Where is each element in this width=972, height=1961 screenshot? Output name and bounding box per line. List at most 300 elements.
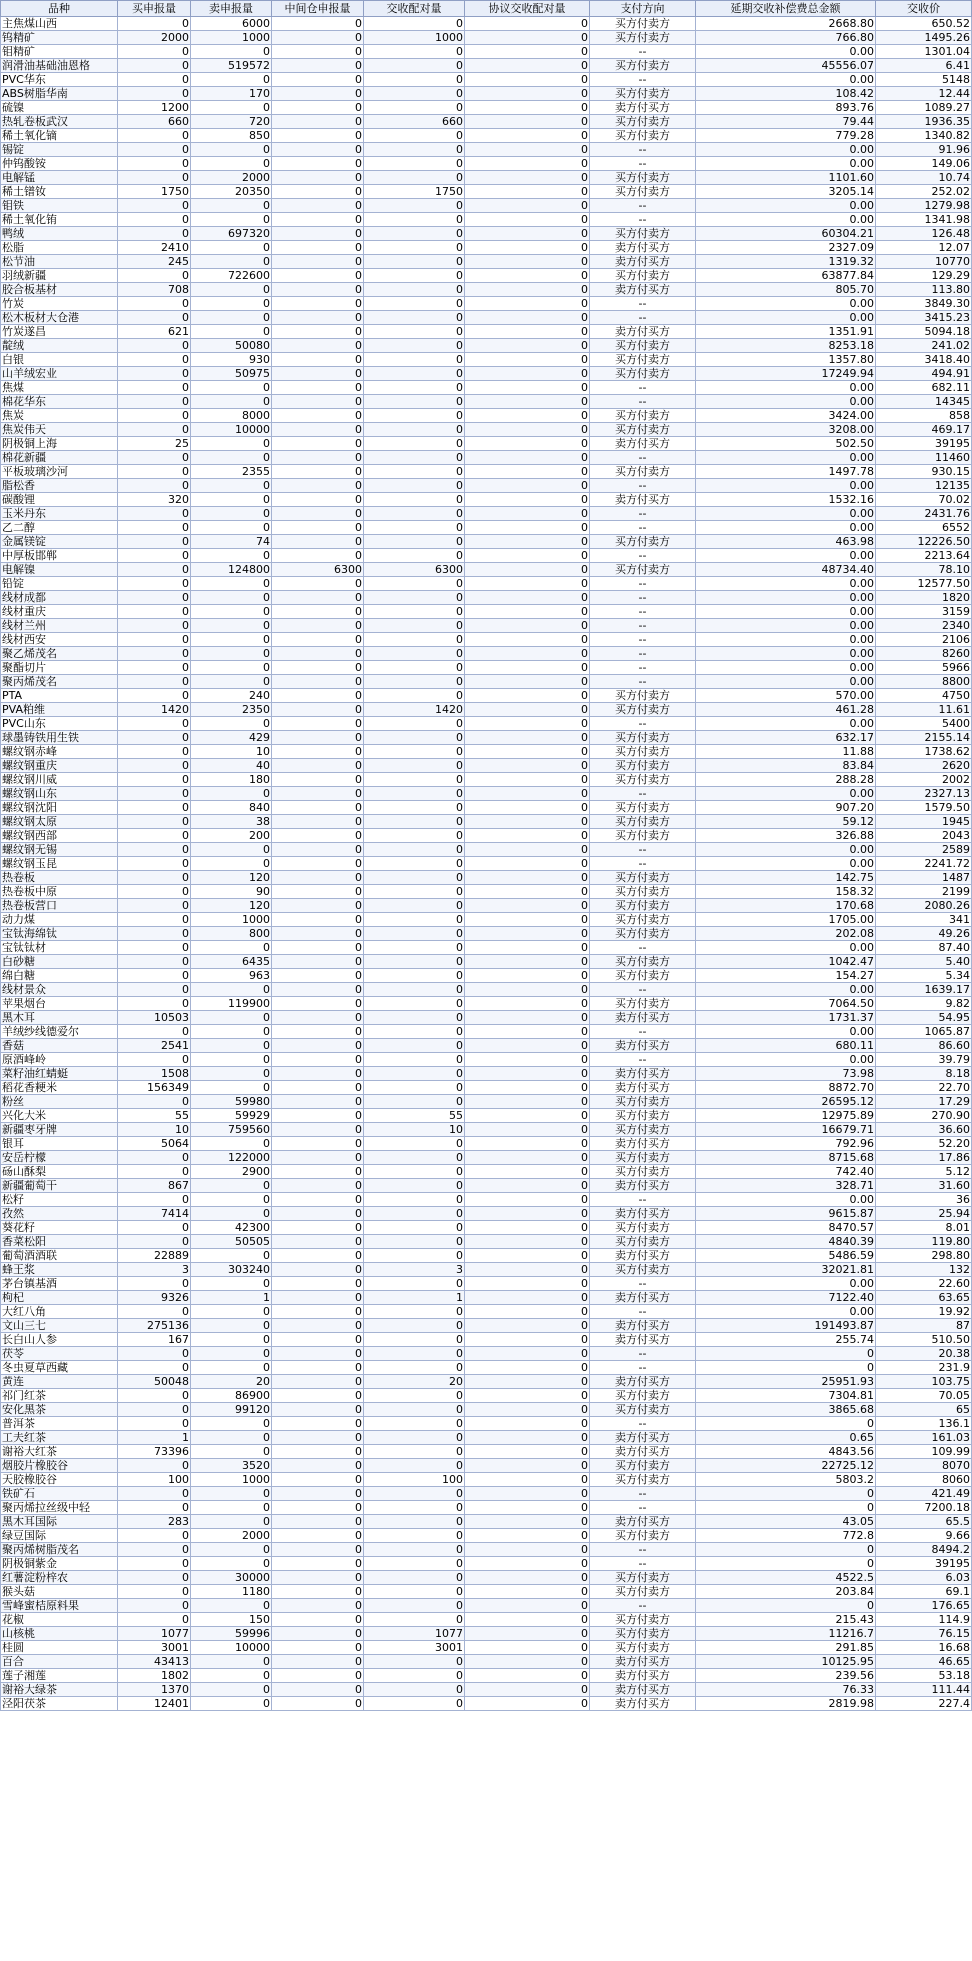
sell-declared-cell: 0: [191, 1277, 272, 1291]
intermediate-declared-cell: 0: [272, 269, 364, 283]
intermediate-declared-cell: 0: [272, 283, 364, 297]
agreement-matched-cell: 0: [465, 325, 590, 339]
payment-direction-cell: --: [590, 45, 696, 59]
buy-declared-cell: 0: [118, 1305, 191, 1319]
delivery-price-cell: 103.75: [876, 1375, 972, 1389]
compensation-total-cell: 191493.87: [696, 1319, 876, 1333]
intermediate-declared-cell: 0: [272, 353, 364, 367]
table-row: [1, 913, 972, 927]
sell-declared-cell: 0: [191, 73, 272, 87]
delivery-matched-cell: 0: [364, 717, 465, 731]
buy-declared-cell: 156349: [118, 1081, 191, 1095]
delivery-matched-cell: 0: [364, 283, 465, 297]
agreement-matched-cell: 0: [465, 745, 590, 759]
payment-direction-cell: --: [590, 717, 696, 731]
commodity-cell: 螺纹钢川威: [1, 773, 118, 787]
delivery-matched-cell: 0: [364, 689, 465, 703]
delivery-price-cell: 510.50: [876, 1333, 972, 1347]
delivery-matched-cell: 10: [364, 1123, 465, 1137]
agreement-matched-cell: 0: [465, 1039, 590, 1053]
agreement-matched-cell: 0: [465, 843, 590, 857]
buy-declared-cell: 0: [118, 465, 191, 479]
payment-direction-cell: 买方付卖方: [590, 885, 696, 899]
table-row: [1, 297, 972, 311]
agreement-matched-cell: 0: [465, 87, 590, 101]
delivery-matched-cell: 0: [364, 1347, 465, 1361]
agreement-matched-cell: 0: [465, 283, 590, 297]
compensation-total-cell: 805.70: [696, 283, 876, 297]
intermediate-declared-cell: 0: [272, 619, 364, 633]
commodity-cell: 铁矿石: [1, 1487, 118, 1501]
buy-declared-cell: 0: [118, 843, 191, 857]
table-row: [1, 1459, 972, 1473]
delivery-matched-cell: 0: [364, 171, 465, 185]
intermediate-declared-cell: 0: [272, 717, 364, 731]
compensation-total-cell: 0.00: [696, 1053, 876, 1067]
delivery-matched-cell: 0: [364, 1571, 465, 1585]
intermediate-declared-cell: 0: [272, 171, 364, 185]
delivery-matched-cell: 0: [364, 241, 465, 255]
table-row: [1, 507, 972, 521]
delivery-matched-cell: 0: [364, 45, 465, 59]
intermediate-declared-cell: 0: [272, 241, 364, 255]
delivery-price-cell: 8.01: [876, 1221, 972, 1235]
delivery-matched-cell: 0: [364, 549, 465, 563]
buy-declared-cell: 0: [118, 1459, 191, 1473]
delivery-price-cell: 176.65: [876, 1599, 972, 1613]
buy-declared-cell: 55: [118, 1109, 191, 1123]
table-row: [1, 689, 972, 703]
delivery-matched-cell: 0: [364, 969, 465, 983]
compensation-total-cell: 25951.93: [696, 1375, 876, 1389]
payment-direction-cell: 买方付卖方: [590, 913, 696, 927]
table-row: [1, 773, 972, 787]
delivery-price-cell: 22.70: [876, 1081, 972, 1095]
delivery-matched-cell: 0: [364, 955, 465, 969]
table-row: [1, 87, 972, 101]
payment-direction-cell: 卖方付买方: [590, 1067, 696, 1081]
delivery-price-cell: 341: [876, 913, 972, 927]
compensation-total-cell: 0.00: [696, 661, 876, 675]
commodity-cell: 猴头菇: [1, 1585, 118, 1599]
payment-direction-cell: 买方付卖方: [590, 339, 696, 353]
commodity-cell: 聚乙烯茂名: [1, 647, 118, 661]
buy-declared-cell: 0: [118, 745, 191, 759]
delivery-matched-cell: 0: [364, 101, 465, 115]
buy-declared-cell: 0: [118, 1529, 191, 1543]
payment-direction-cell: 卖方付买方: [590, 1249, 696, 1263]
buy-declared-cell: 275136: [118, 1319, 191, 1333]
compensation-total-cell: 288.28: [696, 773, 876, 787]
compensation-total-cell: 0: [696, 1501, 876, 1515]
compensation-total-cell: 632.17: [696, 731, 876, 745]
sell-declared-cell: 0: [191, 1417, 272, 1431]
table-row: [1, 31, 972, 45]
compensation-total-cell: 10125.95: [696, 1655, 876, 1669]
commodity-cell: 聚丙烯树脂茂名: [1, 1543, 118, 1557]
agreement-matched-cell: 0: [465, 1445, 590, 1459]
payment-direction-cell: 买方付卖方: [590, 1109, 696, 1123]
delivery-price-cell: 930.15: [876, 465, 972, 479]
sell-declared-cell: 0: [191, 675, 272, 689]
table-row: [1, 1319, 972, 1333]
table-row: [1, 703, 972, 717]
delivery-price-cell: 1065.87: [876, 1025, 972, 1039]
delivery-price-cell: 6.03: [876, 1571, 972, 1585]
payment-direction-cell: --: [590, 1347, 696, 1361]
payment-direction-cell: 买方付卖方: [590, 969, 696, 983]
delivery-matched-cell: 0: [364, 983, 465, 997]
agreement-matched-cell: 0: [465, 1095, 590, 1109]
intermediate-declared-cell: 0: [272, 801, 364, 815]
agreement-matched-cell: 0: [465, 479, 590, 493]
agreement-matched-cell: 0: [465, 521, 590, 535]
agreement-matched-cell: 0: [465, 437, 590, 451]
delivery-price-cell: 2106: [876, 633, 972, 647]
delivery-matched-cell: 0: [364, 1277, 465, 1291]
delivery-price-cell: 5148: [876, 73, 972, 87]
buy-declared-cell: 0: [118, 1417, 191, 1431]
payment-direction-cell: 买方付卖方: [590, 955, 696, 969]
commodity-cell: 天胶橡胶谷: [1, 1473, 118, 1487]
sell-declared-cell: 124800: [191, 563, 272, 577]
commodity-cell: 热卷板营口: [1, 899, 118, 913]
table-row: [1, 423, 972, 437]
delivery-price-cell: 91.96: [876, 143, 972, 157]
sell-declared-cell: 0: [191, 1305, 272, 1319]
delivery-matched-cell: 0: [364, 857, 465, 871]
buy-declared-cell: 0: [118, 983, 191, 997]
delivery-matched-cell: 3001: [364, 1641, 465, 1655]
compensation-total-cell: 3208.00: [696, 423, 876, 437]
table-row: [1, 1137, 972, 1151]
agreement-matched-cell: 0: [465, 1459, 590, 1473]
delivery-price-cell: 8800: [876, 675, 972, 689]
compensation-total-cell: 0.00: [696, 1277, 876, 1291]
buy-declared-cell: 0: [118, 129, 191, 143]
sell-declared-cell: 0: [191, 1137, 272, 1151]
delivery-price-cell: 1487: [876, 871, 972, 885]
agreement-matched-cell: 0: [465, 675, 590, 689]
commodity-cell: 羊绒纱线德爱尔: [1, 1025, 118, 1039]
delivery-matched-cell: 100: [364, 1473, 465, 1487]
intermediate-declared-cell: 0: [272, 535, 364, 549]
delivery-price-cell: 5094.18: [876, 325, 972, 339]
delivery-price-cell: 86.60: [876, 1039, 972, 1053]
compensation-total-cell: 26595.12: [696, 1095, 876, 1109]
buy-declared-cell: 0: [118, 423, 191, 437]
delivery-price-cell: 469.17: [876, 423, 972, 437]
buy-declared-cell: 0: [118, 17, 191, 31]
delivery-matched-cell: 0: [364, 507, 465, 521]
agreement-matched-cell: 0: [465, 1151, 590, 1165]
delivery-price-cell: 46.65: [876, 1655, 972, 1669]
buy-declared-cell: 867: [118, 1179, 191, 1193]
buy-declared-cell: 0: [118, 479, 191, 493]
delivery-matched-cell: 0: [364, 927, 465, 941]
compensation-total-cell: 22725.12: [696, 1459, 876, 1473]
agreement-matched-cell: 0: [465, 619, 590, 633]
delivery-price-cell: 5.40: [876, 955, 972, 969]
header-buy-declared: 买申报量: [118, 1, 191, 17]
delivery-price-cell: 114.9: [876, 1613, 972, 1627]
commodity-cell: 热卷板: [1, 871, 118, 885]
buy-declared-cell: 10: [118, 1123, 191, 1137]
intermediate-declared-cell: 0: [272, 1207, 364, 1221]
payment-direction-cell: 买方付卖方: [590, 815, 696, 829]
buy-declared-cell: 1370: [118, 1683, 191, 1697]
table-row: [1, 171, 972, 185]
payment-direction-cell: --: [590, 633, 696, 647]
delivery-price-cell: 2620: [876, 759, 972, 773]
intermediate-declared-cell: 0: [272, 1613, 364, 1627]
table-row: [1, 1151, 972, 1165]
delivery-matched-cell: 0: [364, 1305, 465, 1319]
delivery-matched-cell: 0: [364, 269, 465, 283]
sell-declared-cell: 0: [191, 213, 272, 227]
intermediate-declared-cell: 0: [272, 45, 364, 59]
commodity-cell: 安岳柠檬: [1, 1151, 118, 1165]
intermediate-declared-cell: 0: [272, 1011, 364, 1025]
sell-declared-cell: 150: [191, 1613, 272, 1627]
delivery-price-cell: 8494.2: [876, 1543, 972, 1557]
compensation-total-cell: 0.00: [696, 1305, 876, 1319]
commodity-cell: 松节油: [1, 255, 118, 269]
payment-direction-cell: 卖方付买方: [590, 241, 696, 255]
agreement-matched-cell: 0: [465, 1207, 590, 1221]
payment-direction-cell: 卖方付买方: [590, 1669, 696, 1683]
commodity-cell: 锡锭: [1, 143, 118, 157]
buy-declared-cell: 0: [118, 199, 191, 213]
delivery-matched-cell: 0: [364, 1599, 465, 1613]
table-row: [1, 1095, 972, 1109]
intermediate-declared-cell: 0: [272, 437, 364, 451]
delivery-price-cell: 1936.35: [876, 115, 972, 129]
payment-direction-cell: --: [590, 787, 696, 801]
sell-declared-cell: 0: [191, 591, 272, 605]
delivery-matched-cell: 1420: [364, 703, 465, 717]
delivery-price-cell: 8070: [876, 1459, 972, 1473]
commodity-cell: 茯苓: [1, 1347, 118, 1361]
compensation-total-cell: 0.00: [696, 1193, 876, 1207]
payment-direction-cell: 卖方付买方: [590, 1011, 696, 1025]
agreement-matched-cell: 0: [465, 1431, 590, 1445]
table-row: [1, 1263, 972, 1277]
compensation-total-cell: 1357.80: [696, 353, 876, 367]
commodity-cell: 羽绒新疆: [1, 269, 118, 283]
delivery-price-cell: 17.29: [876, 1095, 972, 1109]
delivery-price-cell: 129.29: [876, 269, 972, 283]
table-row: [1, 157, 972, 171]
buy-declared-cell: 0: [118, 227, 191, 241]
buy-declared-cell: 0: [118, 1347, 191, 1361]
table-row: [1, 17, 972, 31]
intermediate-declared-cell: 0: [272, 31, 364, 45]
payment-direction-cell: --: [590, 1305, 696, 1319]
buy-declared-cell: 0: [118, 731, 191, 745]
buy-declared-cell: 1750: [118, 185, 191, 199]
payment-direction-cell: --: [590, 577, 696, 591]
payment-direction-cell: 买方付卖方: [590, 423, 696, 437]
intermediate-declared-cell: 0: [272, 1249, 364, 1263]
agreement-matched-cell: 0: [465, 451, 590, 465]
delivery-price-cell: 3849.30: [876, 297, 972, 311]
table-row: [1, 731, 972, 745]
sell-declared-cell: 30000: [191, 1571, 272, 1585]
buy-declared-cell: 0: [118, 353, 191, 367]
agreement-matched-cell: 0: [465, 1319, 590, 1333]
agreement-matched-cell: 0: [465, 1529, 590, 1543]
table-row: [1, 815, 972, 829]
sell-declared-cell: 0: [191, 1193, 272, 1207]
commodity-cell: 新疆枣牙牌: [1, 1123, 118, 1137]
agreement-matched-cell: 0: [465, 1613, 590, 1627]
compensation-total-cell: 0: [696, 1543, 876, 1557]
agreement-matched-cell: 0: [465, 1249, 590, 1263]
delivery-matched-cell: 0: [364, 143, 465, 157]
agreement-matched-cell: 0: [465, 101, 590, 115]
payment-direction-cell: 卖方付买方: [590, 1137, 696, 1151]
delivery-matched-cell: 0: [364, 87, 465, 101]
payment-direction-cell: 卖方付买方: [590, 1431, 696, 1445]
compensation-total-cell: 63877.84: [696, 269, 876, 283]
intermediate-declared-cell: 0: [272, 1305, 364, 1319]
delivery-matched-cell: 0: [364, 605, 465, 619]
commodity-cell: 硫镍: [1, 101, 118, 115]
delivery-matched-cell: 0: [364, 437, 465, 451]
delivery-price-cell: 70.02: [876, 493, 972, 507]
compensation-total-cell: 0.00: [696, 675, 876, 689]
delivery-matched-cell: 0: [364, 1011, 465, 1025]
commodity-cell: 黑木耳国际: [1, 1515, 118, 1529]
sell-declared-cell: 2000: [191, 171, 272, 185]
payment-direction-cell: --: [590, 1501, 696, 1515]
buy-declared-cell: 167: [118, 1333, 191, 1347]
delivery-matched-cell: 0: [364, 423, 465, 437]
intermediate-declared-cell: 0: [272, 857, 364, 871]
sell-declared-cell: 697320: [191, 227, 272, 241]
delivery-price-cell: 2155.14: [876, 731, 972, 745]
delivery-matched-cell: 0: [364, 367, 465, 381]
payment-direction-cell: --: [590, 661, 696, 675]
agreement-matched-cell: 0: [465, 1543, 590, 1557]
delivery-price-cell: 25.94: [876, 1207, 972, 1221]
delivery-price-cell: 70.05: [876, 1389, 972, 1403]
table-row: [1, 1417, 972, 1431]
intermediate-declared-cell: 0: [272, 1151, 364, 1165]
table-row: [1, 367, 972, 381]
commodity-cell: 乙二醇: [1, 521, 118, 535]
payment-direction-cell: 买方付卖方: [590, 353, 696, 367]
compensation-total-cell: 0.00: [696, 605, 876, 619]
delivery-matched-cell: 0: [364, 1669, 465, 1683]
delivery-price-cell: 149.06: [876, 157, 972, 171]
delivery-price-cell: 6.41: [876, 59, 972, 73]
sell-declared-cell: 0: [191, 1487, 272, 1501]
buy-declared-cell: 0: [118, 633, 191, 647]
payment-direction-cell: 买方付卖方: [590, 227, 696, 241]
compensation-total-cell: 1042.47: [696, 955, 876, 969]
intermediate-declared-cell: 0: [272, 1375, 364, 1389]
buy-declared-cell: 0: [118, 1361, 191, 1375]
payment-direction-cell: 买方付卖方: [590, 465, 696, 479]
commodity-cell: 碳酸锂: [1, 493, 118, 507]
intermediate-declared-cell: 0: [272, 661, 364, 675]
table-row: [1, 997, 972, 1011]
buy-declared-cell: 0: [118, 507, 191, 521]
payment-direction-cell: 买方付卖方: [590, 1459, 696, 1473]
compensation-total-cell: 0.00: [696, 297, 876, 311]
compensation-total-cell: 0.00: [696, 479, 876, 493]
compensation-total-cell: 8872.70: [696, 1081, 876, 1095]
delivery-price-cell: 241.02: [876, 339, 972, 353]
commodity-cell: 线材兰州: [1, 619, 118, 633]
agreement-matched-cell: 0: [465, 1235, 590, 1249]
commodity-cell: 葡萄酒酒联: [1, 1249, 118, 1263]
buy-declared-cell: 0: [118, 297, 191, 311]
delivery-matched-cell: 0: [364, 1487, 465, 1501]
buy-declared-cell: 660: [118, 115, 191, 129]
intermediate-declared-cell: 0: [272, 745, 364, 759]
delivery-price-cell: 2043: [876, 829, 972, 843]
sell-declared-cell: 429: [191, 731, 272, 745]
table-row: [1, 1011, 972, 1025]
buy-declared-cell: 9326: [118, 1291, 191, 1305]
table-row: [1, 661, 972, 675]
sell-declared-cell: 20350: [191, 185, 272, 199]
commodity-cell: 线材西安: [1, 633, 118, 647]
intermediate-declared-cell: 0: [272, 423, 364, 437]
intermediate-declared-cell: 0: [272, 59, 364, 73]
sell-declared-cell: 722600: [191, 269, 272, 283]
sell-declared-cell: 0: [191, 381, 272, 395]
intermediate-declared-cell: 0: [272, 157, 364, 171]
payment-direction-cell: 卖方付买方: [590, 1445, 696, 1459]
table-row: [1, 465, 972, 479]
commodity-cell: 脂松香: [1, 479, 118, 493]
payment-direction-cell: 买方付卖方: [590, 129, 696, 143]
agreement-matched-cell: 0: [465, 381, 590, 395]
agreement-matched-cell: 0: [465, 1305, 590, 1319]
delivery-matched-cell: 0: [364, 1235, 465, 1249]
delivery-price-cell: 78.10: [876, 563, 972, 577]
buy-declared-cell: 10503: [118, 1011, 191, 1025]
agreement-matched-cell: 0: [465, 899, 590, 913]
table-row: [1, 1039, 972, 1053]
delivery-matched-cell: 0: [364, 1137, 465, 1151]
sell-declared-cell: 3520: [191, 1459, 272, 1473]
delivery-matched-cell: 0: [364, 1361, 465, 1375]
delivery-price-cell: 8.18: [876, 1067, 972, 1081]
compensation-total-cell: 3424.00: [696, 409, 876, 423]
sell-declared-cell: 59980: [191, 1095, 272, 1109]
sell-declared-cell: 59929: [191, 1109, 272, 1123]
buy-declared-cell: 0: [118, 591, 191, 605]
intermediate-declared-cell: 0: [272, 199, 364, 213]
buy-declared-cell: 0: [118, 367, 191, 381]
buy-declared-cell: 0: [118, 955, 191, 969]
intermediate-declared-cell: 0: [272, 633, 364, 647]
compensation-total-cell: 215.43: [696, 1613, 876, 1627]
commodity-cell: 螺纹钢重庆: [1, 759, 118, 773]
table-row: [1, 493, 972, 507]
buy-declared-cell: 0: [118, 941, 191, 955]
delivery-price-cell: 1495.26: [876, 31, 972, 45]
delivery-price-cell: 3418.40: [876, 353, 972, 367]
intermediate-declared-cell: 0: [272, 1165, 364, 1179]
agreement-matched-cell: 0: [465, 787, 590, 801]
buy-declared-cell: 0: [118, 773, 191, 787]
